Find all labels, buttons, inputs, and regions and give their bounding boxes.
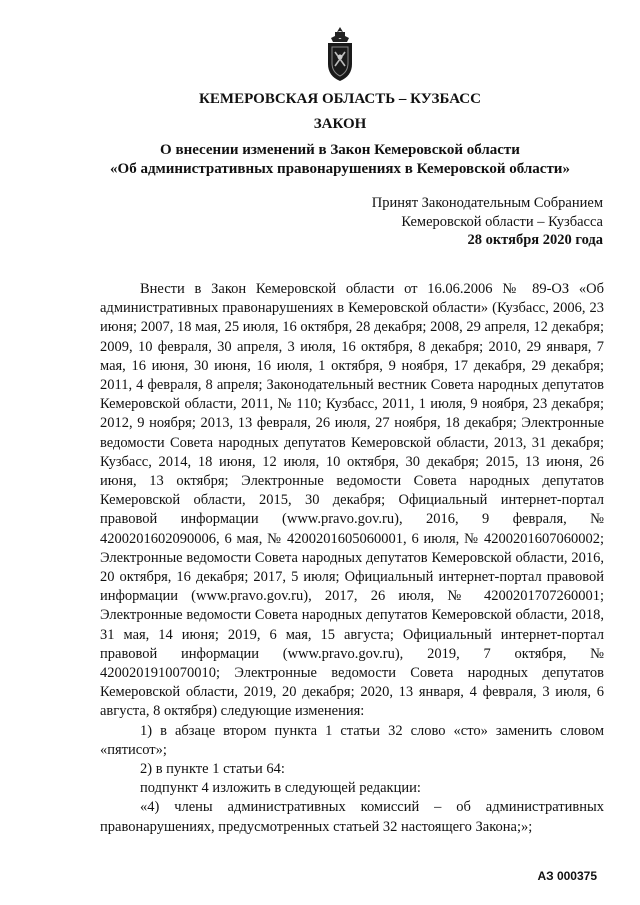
amendment-item-1: 1) в абзаце втором пункта 1 статьи 32 слово «сто» заменить словом «пятисот»; [100,722,604,758]
coat-of-arms-emblem [323,26,357,82]
serial-number: АЗ 000375 [537,869,597,883]
law-title-line2: «Об административных правонарушениях в Кемеровской области» [110,161,570,177]
region-heading: КЕМЕРОВСКАЯ ОБЛАСТЬ – КУЗБАСС [199,91,481,107]
amendment-item-2: 2) в пункте 1 статьи 64: [140,761,285,778]
adoption-date: 28 октября 2020 года [467,232,603,248]
law-body [100,280,604,837]
amendment-item-2b: «4) члены административных комиссий – об административных правонарушениях, предусмотренных статьей 32 настоящего Закона;»; [100,799,604,835]
adoption-line2: Кемеровской области – Кузбасса [401,213,603,230]
adoption-block [372,194,603,250]
adoption-line1: Принят Законодательным Собранием [371,195,603,211]
document-type: ЗАКОН [313,116,367,132]
law-title [0,141,640,179]
main-paragraph: Внести в Закон Кемеровской области от 16.06.2006 № 89-ОЗ «Об административных правонарушениях в Кемеровской области» (Кузбасс, 2006, 23 июня; 2007, 18 мая, 25 июля, 16 октября, 28 декабря; 2008, 29 апреля, 12 декабря; 2009, 10 февраля, 30 апреля, 3 июля, 16 октября, 8 декабря; 2010, 29 января, 7 мая, 16 июня, 30 июня, 16 июля, 1 октября, 9 ноября, 17 декабря, 29 декабря; 2011, 4 февраля, 8 апреля; Законодательный вестник Совета народных депутатов Кемеровской области, 2011, № 110; Кузбасс, 2011, 1 июля, 9 ноября, 23 декабря; 2012, 9 ноября; 2013, 13 февраля, 26 июля, 27 ноября, 18 декабря; Электронные ведомости Совета народных депутатов Кемеровской области, 2013, 31 декабря; Кузбасс, 2014, 18 июня, 12 июля, 10 октября, 30 декабря; 2015, 13 июня, 26 июня, 13 октября; Электронные ведомости Совета народных депутатов Кемеровской области, 2015, 30 декабря; Официальный интернет-портал правовой информации (www.pravo.gov.ru), 2016, 9 февраля, № 4200201602090006, 6 мая, № 4200201605060001, 6 июля, № 4200201607060002; Электронные ведомости Совета народных депутатов Кемеровской области, 2016, 20 октября, 16 декабря; 2017, 5 июля; Официальный интернет-портал правовой информации (www.pravo.gov.ru), 2017, 26 июля, № 4200201707260001; Электронные ведомости Совета народных депутатов Кемеровской области, 2018, 31 мая, 14 июня; 2019, 6 мая, 15 августа; Официальный интернет-портал правовой информации (www.pravo.gov.ru), 2019, 7 октября, № 4200201910070010; Электронные ведомости Совета народных депутатов Кемеровской области, 2019, 20 декабря; 2020, 13 января, 4 февраля, 3 июля, 6 августа, 8 октября) следующие изменения: [100,281,604,720]
law-title-line1: О внесении изменений в Закон Кемеровской области [160,142,520,158]
amendment-item-2a: подпункт 4 изложить в следующей редакции: [140,780,421,797]
